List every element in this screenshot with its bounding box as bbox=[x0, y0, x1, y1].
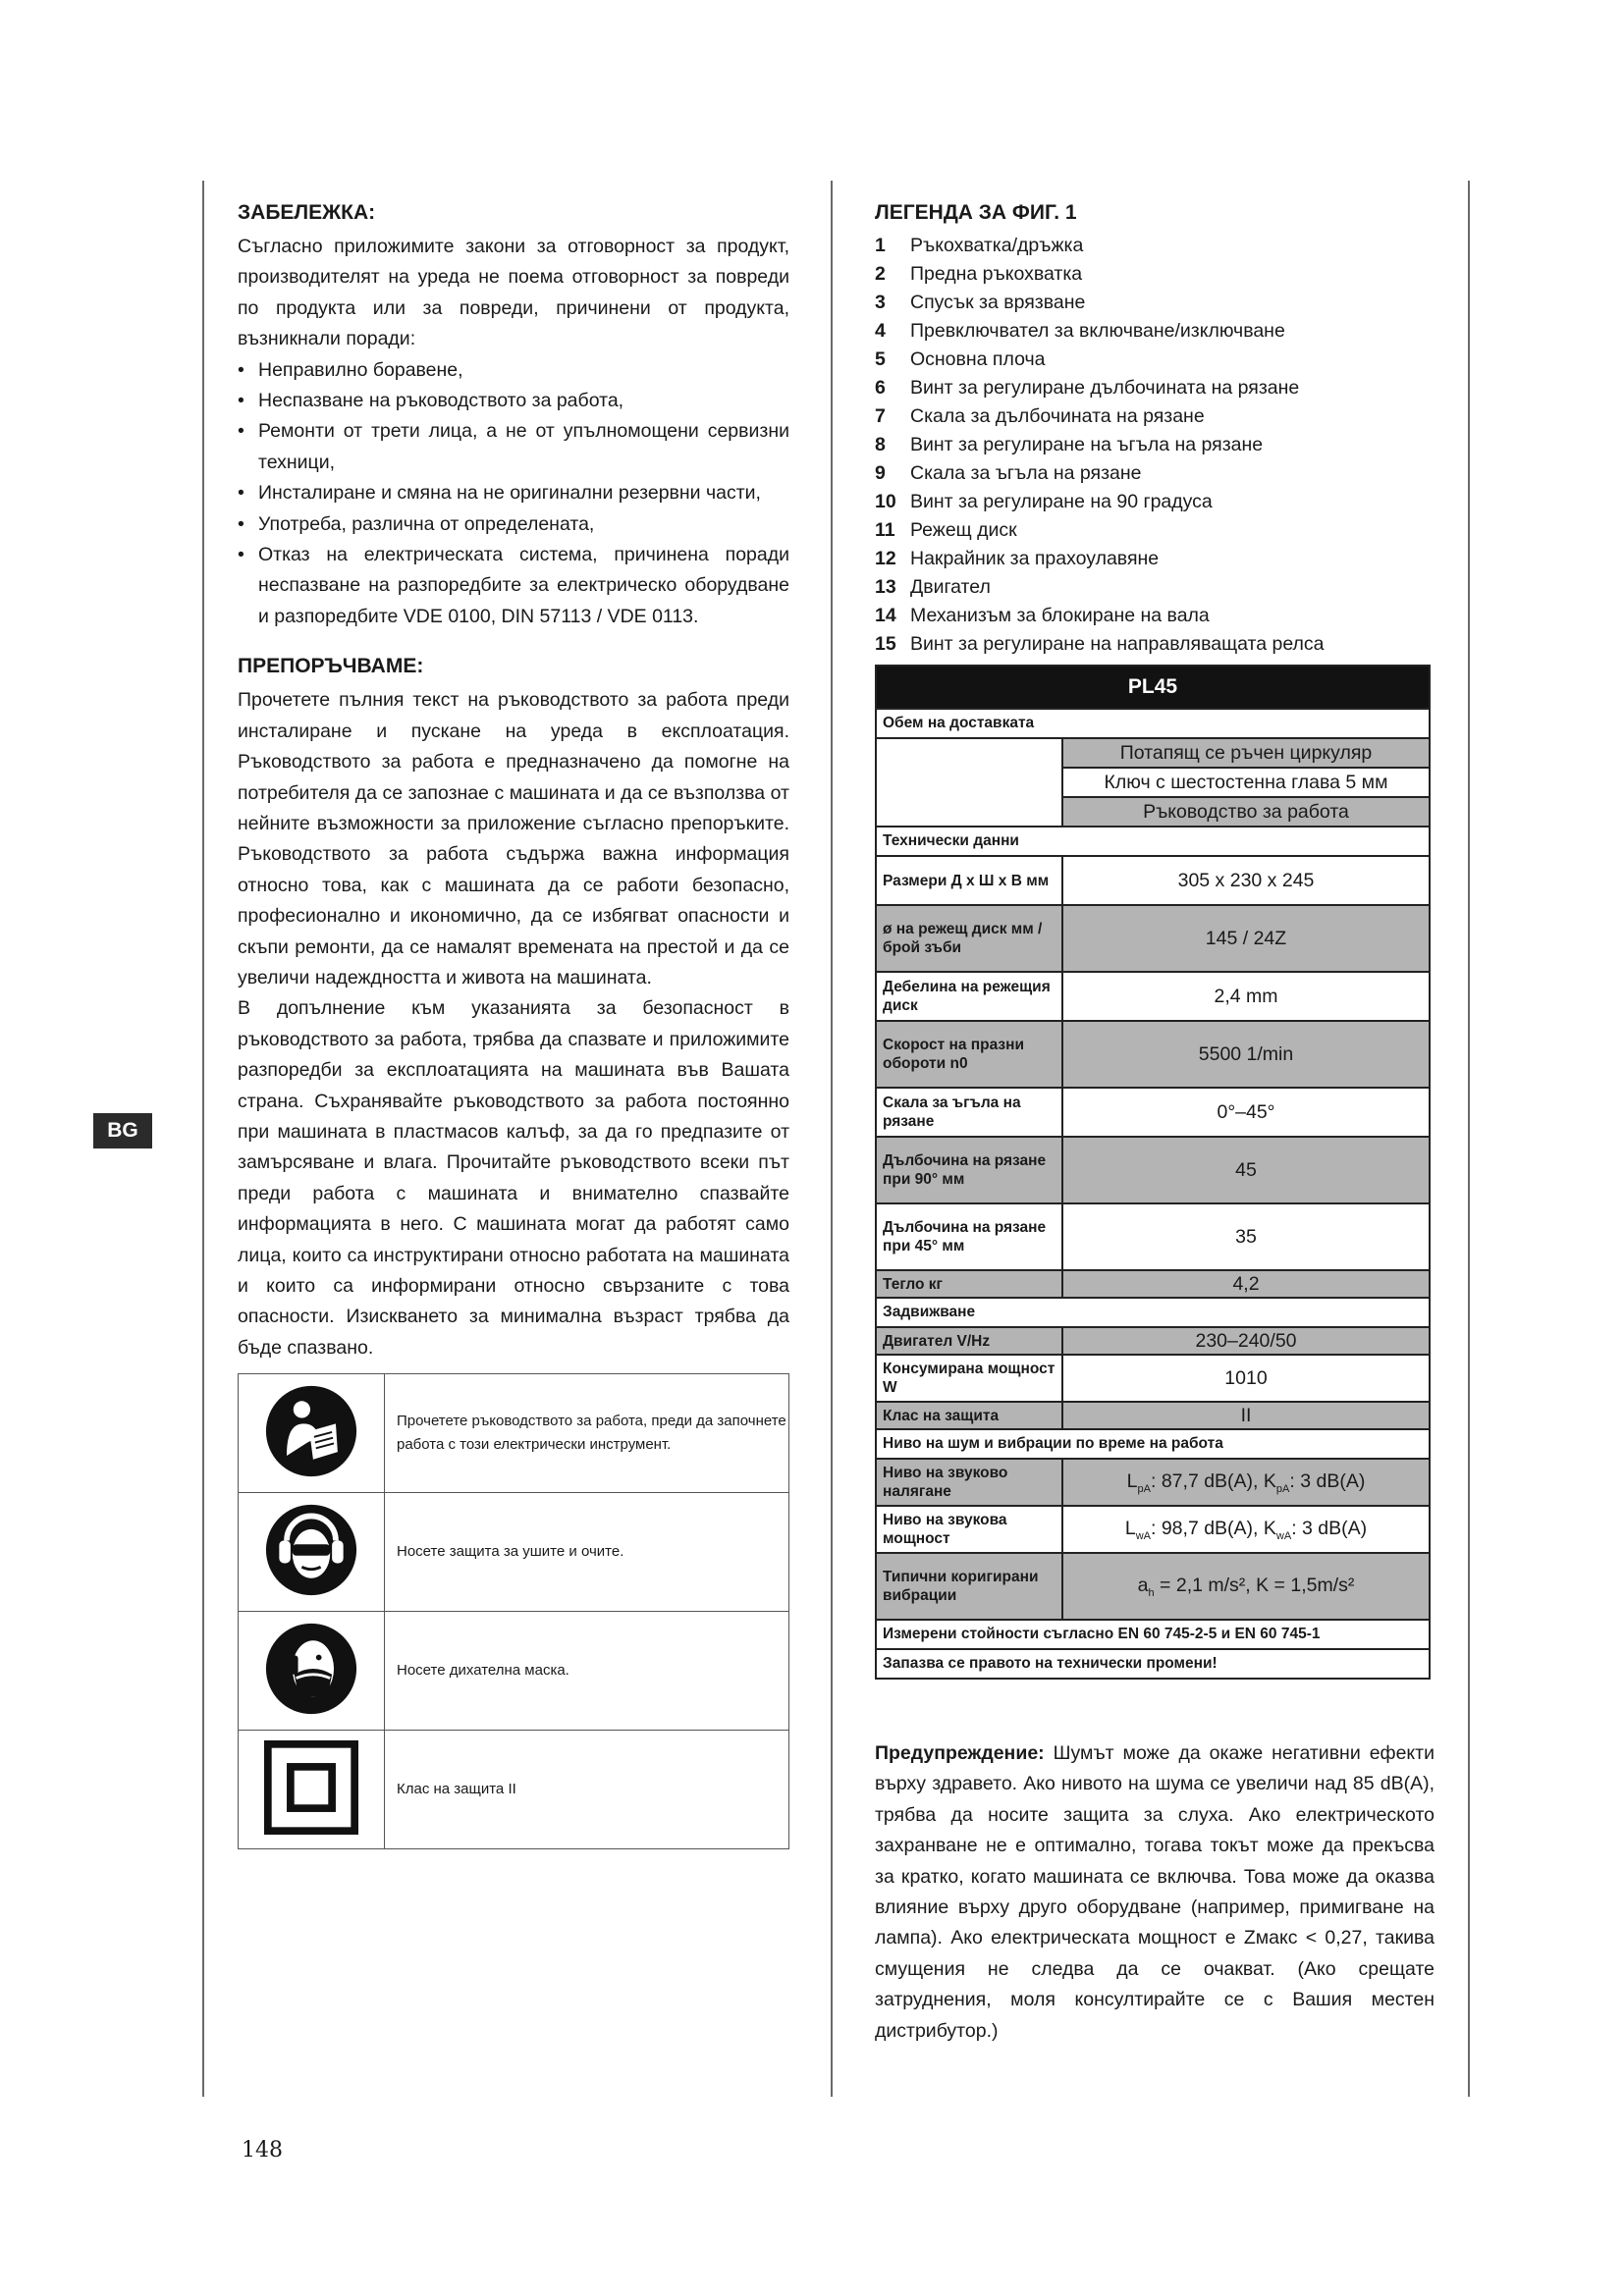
spec-title: PL45 bbox=[876, 666, 1430, 709]
tech-label: Технически данни bbox=[876, 827, 1430, 856]
noise-label: Ниво на шум и вибрации по време на работа bbox=[876, 1429, 1430, 1459]
note-bullet: • Неспазване на ръководството за работа, bbox=[238, 386, 789, 416]
noise-row: Ниво на звуково налягане $L_{pA}$: 87,7 dB(A), $K_{pA}$: 3 dB(A) bbox=[876, 1459, 1430, 1506]
spec-row: Двигател V/Hz 230–240/50 bbox=[876, 1327, 1430, 1355]
legend-item: 3 Спусък за врязване bbox=[875, 292, 1086, 313]
note-bullets bbox=[238, 355, 789, 633]
center-rule bbox=[831, 181, 833, 2097]
note-bullet: • Неправилно боравене, bbox=[238, 355, 789, 386]
warning-paragraph bbox=[875, 1738, 1435, 2047]
note-bullet: • Инсталиране и смяна на не оригинални резервни части, bbox=[238, 478, 789, 508]
note-bullet: • Отказ на електрическата система, причинена поради неспазване на разпоредбите за електрическо оборудване и разпоредбите VDE 0100, DIN 57113 / VDE 0113. bbox=[238, 540, 789, 632]
legend-item: 9 Скала за ъгъла на рязане bbox=[875, 462, 1142, 484]
delivery-item: Ключ с шестостенна глава 5 мм bbox=[1062, 768, 1430, 797]
safety-text: Носете защита за ушите и очите. bbox=[385, 1493, 789, 1612]
reserved-note: Запазва се правото на технически промени! bbox=[876, 1649, 1430, 1679]
note-bullet: • Употреба, различна от определената, bbox=[238, 509, 789, 540]
legend-item: 11 Режещ диск bbox=[875, 519, 1017, 541]
safety-row bbox=[239, 1612, 789, 1731]
left-rule bbox=[202, 181, 204, 2097]
spec-row: Размери Д х Ш х В мм 305 x 230 x 245 bbox=[876, 856, 1430, 905]
spec-row: Консумирана мощност W 1010 bbox=[876, 1355, 1430, 1402]
legend-item: 10 Винт за регулиране на 90 градуса bbox=[875, 491, 1213, 512]
language-tab: BG bbox=[93, 1113, 152, 1148]
spec-row: Дълбочина на рязане при 90° мм 45 bbox=[876, 1137, 1430, 1203]
legend-item: 7 Скала за дълбочината на рязане bbox=[875, 405, 1205, 427]
legend-item: 15 Винт за регулиране на направляващата релса bbox=[875, 633, 1325, 655]
legend-item: 4 Превключвател за включване/изключване bbox=[875, 320, 1285, 342]
safety-row bbox=[239, 1374, 789, 1493]
spec-row: Тегло кг 4,2 bbox=[876, 1270, 1430, 1298]
spec-row: Дълбочина на рязане при 45° мм 35 bbox=[876, 1203, 1430, 1270]
spec-row: Скала за ъгъла на рязане 0°–45° bbox=[876, 1088, 1430, 1137]
legend-item: 5 Основна плоча bbox=[875, 348, 1046, 370]
legend-item: 14 Механизъм за блокиране на вала bbox=[875, 605, 1210, 626]
spec-row: Дебелина на режещия диск 2,4 mm bbox=[876, 972, 1430, 1021]
safety-row bbox=[239, 1493, 789, 1612]
safety-icons-table bbox=[238, 1373, 789, 1849]
legend-item: 1 Ръкохватка/дръжка bbox=[875, 235, 1084, 256]
delivery-item: Ръководство за работа bbox=[1062, 797, 1430, 827]
legend-heading: ЛЕГЕНДА ЗА ФИГ. 1 bbox=[875, 201, 1077, 224]
read-manual-icon bbox=[264, 1384, 358, 1478]
measured-note: Измерени стойности съгласно EN 60 745-2-5 и EN 60 745-1 bbox=[876, 1620, 1430, 1649]
delivery-label: Обем на доставката bbox=[876, 709, 1430, 738]
safety-text: Клас на защита II bbox=[385, 1731, 789, 1849]
recommend-paragraph-2: В допълнение към указанията за безопасност в ръководството за работа, трябва да спазвате и приложимите разпоредби за експлоатацията на машината във Вашата страна. Съхранявайте ръководството за работа постоянно при машината в пластмасов калъф, за да го предпазите от замърсяване и влага. Прочитайте ръководството всеки път преди работа с машината и внимателно спазвайте информацията в него. С машината могат да работят само лица, които са инструктирани относно работата на машината и които са информирани относно свързаните с това опасности. Изискването за минимална възраст трябва да бъде спазвано. bbox=[238, 997, 789, 1359]
right-column bbox=[875, 200, 1435, 2047]
right-rule bbox=[1468, 181, 1470, 2097]
spec-row: ø на режещ диск мм / брой зъби 145 / 24Z bbox=[876, 905, 1430, 972]
safety-text: Носете дихателна маска. bbox=[385, 1612, 789, 1731]
spec-row: Скорост на празни обороти n0 5500 1/min bbox=[876, 1021, 1430, 1088]
noise-row: Ниво на звукова мощност $L_{wA}$: 98,7 dB(A), $K_{wA}$: 3 dB(A) bbox=[876, 1506, 1430, 1553]
legend-item: 12 Накрайник за прахоулавяне bbox=[875, 548, 1160, 569]
left-column bbox=[238, 200, 789, 1849]
note-intro: Съгласно приложимите закони за отговорност за продукт, производителят на уреда не поема отговорност за повреди по продукта или за повреди, причинени от продукта, възникнали поради: bbox=[238, 236, 789, 350]
ear-eye-protection-icon bbox=[264, 1503, 358, 1597]
drive-label: Задвижване bbox=[876, 1298, 1430, 1327]
legend-item: 6 Винт за регулиране дълбочината на рязане bbox=[875, 377, 1300, 399]
safety-row bbox=[239, 1731, 789, 1849]
legend-item: 2 Предна ръкохватка bbox=[875, 263, 1083, 285]
safety-text: Прочетете ръководството за работа, преди да започнете работа с този електрически инструмент. bbox=[385, 1374, 789, 1493]
delivery-item: Потапящ се ръчен циркуляр bbox=[1062, 738, 1430, 768]
respirator-mask-icon bbox=[264, 1622, 358, 1716]
warning-label: Предупреждение: bbox=[875, 1742, 1045, 1764]
protection-class-ii-icon bbox=[264, 1740, 358, 1835]
recommend-paragraph-1: Прочетете пълния текст на ръководството за работа преди инсталиране и пускане на уреда в експлоатация. Ръководството за работа е предназначено да помогне на потребителя да се запознае с машината и да се възползва от нейните възможности за приложение съгласно препоръките. Ръководството за работа съдържа важна информация относно това, как с машината да се работи безопасно, професионално и икономично, да се избягват опасности и скъпи ремонти, да се намалят времената на престой и да се увеличи надеждността и живота на машината. bbox=[238, 689, 789, 988]
legend-list bbox=[875, 232, 1435, 659]
recommend-heading: ПРЕПОРЪЧВАМЕ: bbox=[238, 655, 424, 678]
legend-item: 8 Винт за регулиране на ъгъла на рязане bbox=[875, 434, 1264, 455]
legend-item: 13 Двигател bbox=[875, 576, 991, 598]
note-bullet: • Ремонти от трети лица, а не от упълномощени сервизни техници, bbox=[238, 416, 789, 478]
spec-row: Клас на защита II bbox=[876, 1402, 1430, 1429]
noise-row: Типични коригирани вибрации $a_h = 2,1$ m/s², K = 1,5m/s² bbox=[876, 1553, 1430, 1620]
warning-text: Шумът може да окаже негативни ефекти върху здравето. Ако нивото на шума се увеличи над 85 dB(A), трябва да носите защита за слуха. Ако електрическото захранване не е оптимално, тогава токът може да прекъсва за кратко, когато машината се включва. Това може да оказва влияние върху друго оборудване (например, примигване на лампа). Ако електрическата мощност е Zмакс < 0,27, такива смущения не следва да се очакват. (Ако срещате затруднения, моля консултирайте се с Вашия местен дистрибутор.) bbox=[875, 1742, 1435, 2042]
spec-table bbox=[875, 665, 1431, 1680]
page-number: 148 bbox=[242, 2138, 283, 2163]
note-heading: ЗАБЕЛЕЖКА: bbox=[238, 201, 376, 224]
